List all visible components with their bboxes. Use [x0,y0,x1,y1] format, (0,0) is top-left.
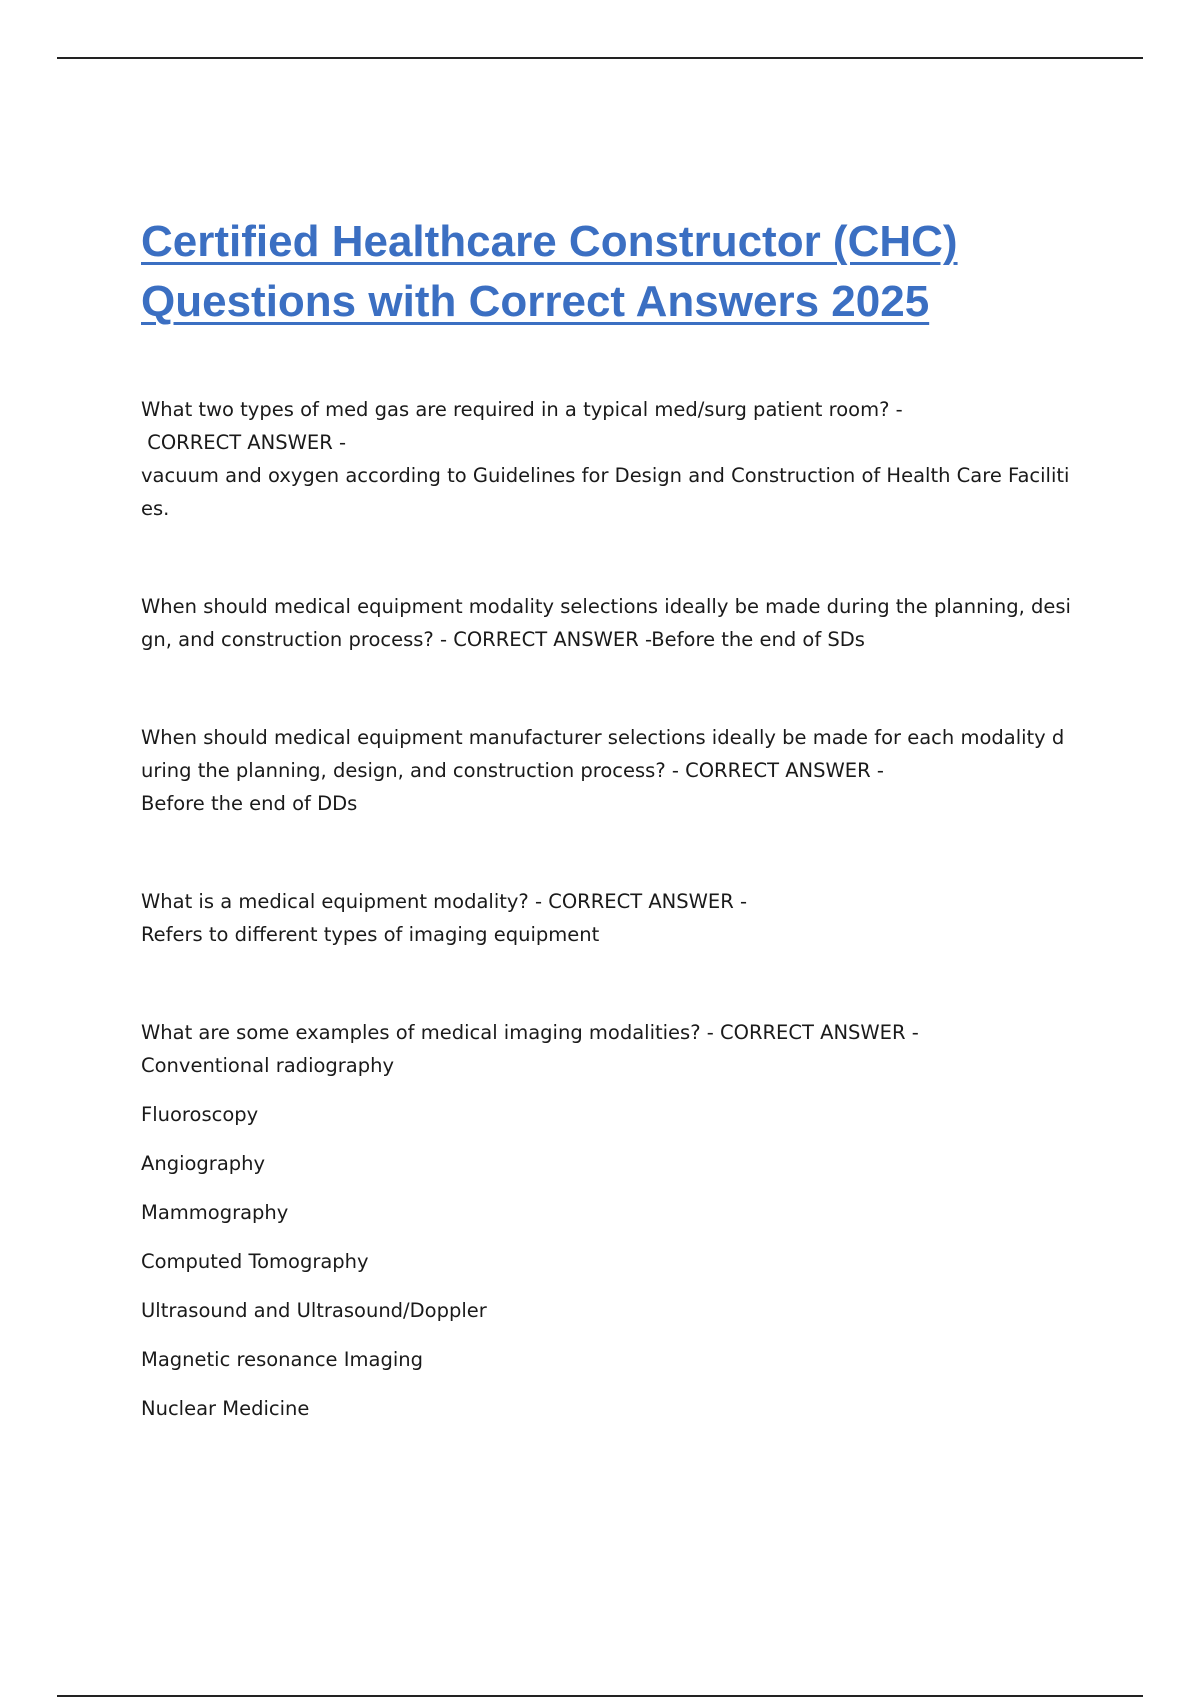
question-block-4 [141,885,1061,951]
question-block-1 [141,393,1070,525]
answer-text: Before the end of DDs [141,792,358,815]
question-text: When should medical equipment modality selections ideally be made during the planning, desi [141,595,1071,618]
answer-text: es. [141,497,170,520]
list-item: Fluoroscopy [141,1103,259,1126]
title-line-2: Questions with Correct Answers 2025 [141,277,930,326]
answer-text: vacuum and oxygen according to Guidelines for Design and Construction of Health Care Faciliti [141,464,1070,487]
answer-label: CORRECT ANSWER - [141,431,346,454]
title-line-1: Certified Healthcare Constructor (CHC) [141,217,958,266]
answer-text: Refers to different types of imaging equipment [141,923,600,946]
question-answer-text: gn, and construction process? - CORRECT ANSWER -Before the end of SDs [141,628,865,651]
list-item: Computed Tomography [141,1250,369,1273]
bottom-rule [57,1695,1143,1697]
question-text: What is a medical equipment modality? - CORRECT ANSWER - [141,890,748,913]
question-block-3 [141,721,1065,820]
list-item: Magnetic resonance Imaging [141,1348,423,1371]
list-item: Nuclear Medicine [141,1397,310,1420]
question-block-5 [141,1016,1061,1441]
top-rule [57,57,1143,59]
question-block-2 [141,590,1071,656]
question-text: When should medical equipment manufacturer selections ideally be made for each modality d [141,726,1065,749]
modality-list [141,1098,1061,1425]
document-title [141,212,1101,332]
list-item: Ultrasound and Ultrasound/Doppler [141,1299,487,1322]
list-item: Mammography [141,1201,289,1224]
question-text: uring the planning, design, and construction process? - CORRECT ANSWER - [141,759,884,782]
question-text: What are some examples of medical imaging modalities? - CORRECT ANSWER - [141,1021,919,1044]
answer-text: Conventional radiography [141,1054,395,1077]
question-text: What two types of med gas are required in a typical med/surg patient room? - [141,398,903,421]
list-item: Angiography [141,1152,266,1175]
